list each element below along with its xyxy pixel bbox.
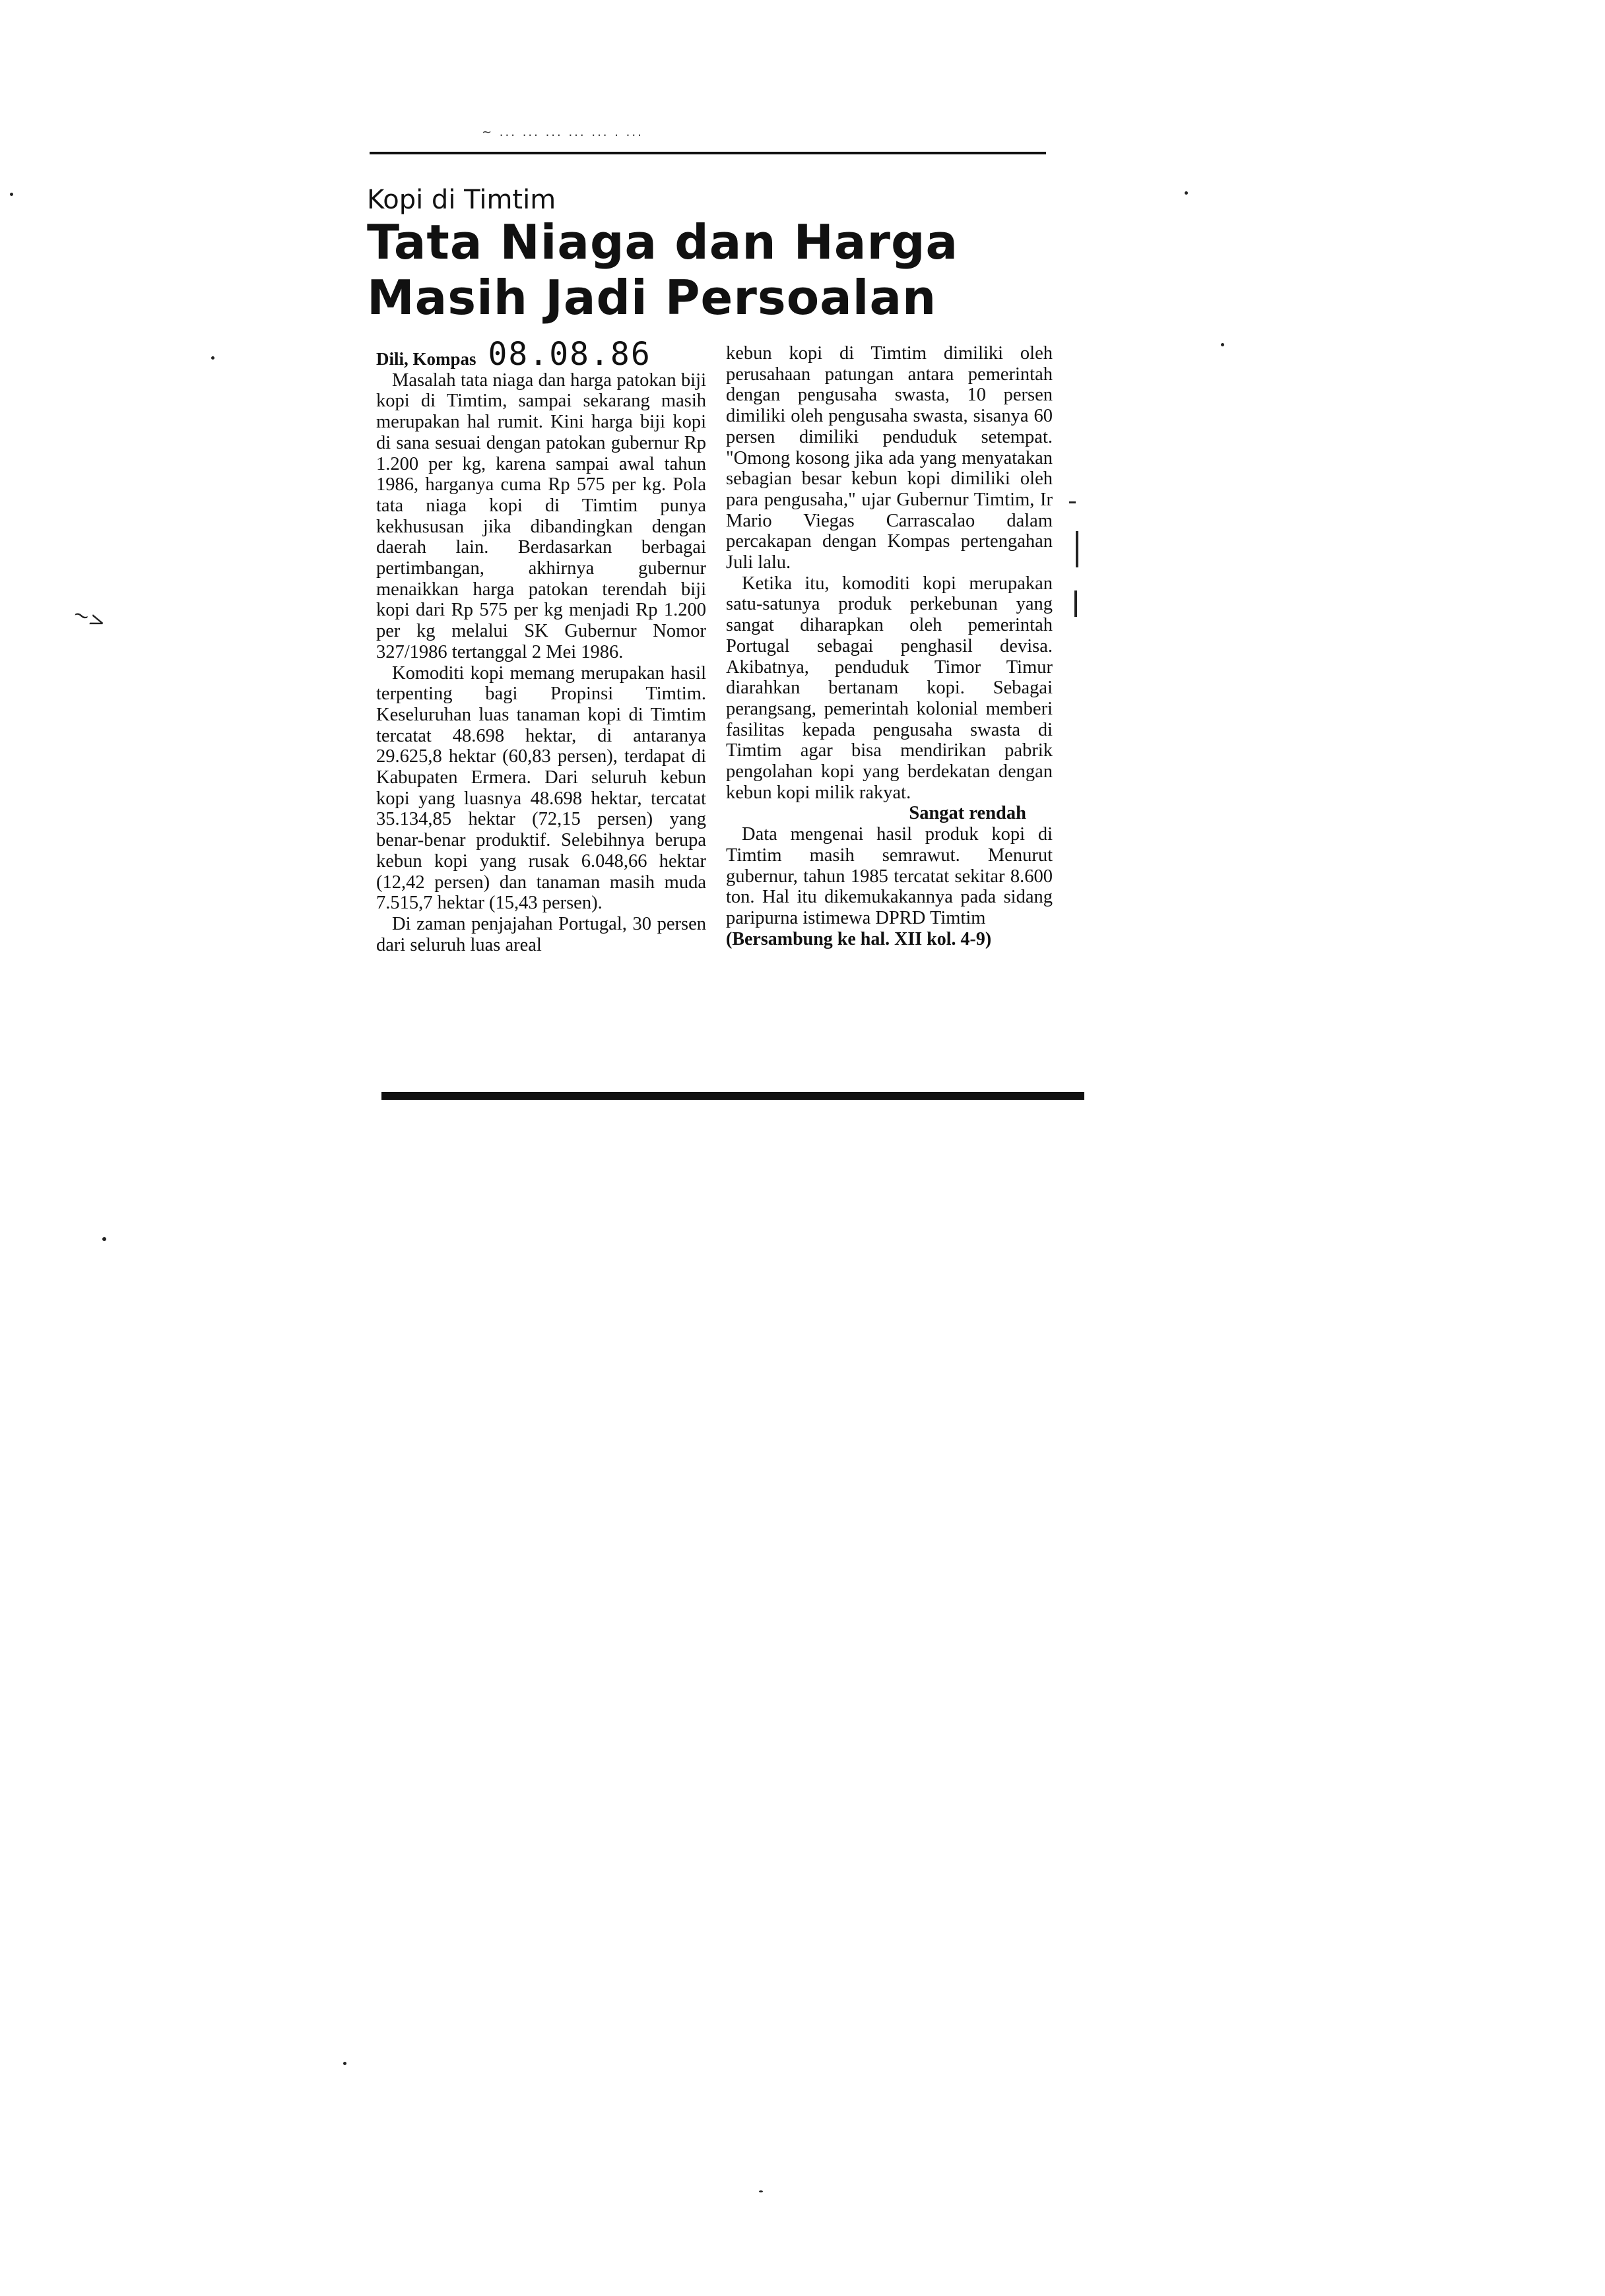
scan-speck: [10, 193, 13, 196]
margin-line: [1069, 501, 1076, 503]
scan-arrow-mark: ~>: [69, 602, 109, 635]
right-column: [726, 343, 1053, 949]
headline-line-1: Tata Niaga dan Harga: [367, 214, 959, 270]
scan-speck: [343, 2062, 346, 2065]
dateline-row: [376, 336, 706, 373]
masthead-strip: ~ ... ... ... ... ... . ...: [482, 125, 643, 139]
article-headline: [367, 214, 1066, 325]
paragraph: Masalah tata niaga dan harga patokan biji kopi di Timtim, sampai sekarang masih merupakan hal rumit. Kini harga biji kopi di sana sesuai dengan patokan gubernur Rp 1.200 per kg, karena sampai awal tahun 1986, harganya cuma Rp 575 per kg. Pola tata niaga kopi di Timtim punya kekhususan jika dibandingkan dengan daerah lain. Berdasarkan berbagai pertimbangan, akhirnya gubernur menaikkan harga patokan terendah biji kopi dari Rp 575 per kg menjadi Rp 1.200 per kg melalui SK Gubernur Nomor 327/1986 tertanggal 2 Mei 1986.: [376, 369, 706, 662]
scan-speck: [102, 1237, 106, 1241]
handwritten-date: 08.08.86: [488, 336, 651, 373]
dateline: Dili, Kompas: [376, 349, 476, 369]
scan-speck: [211, 356, 214, 360]
article-kicker: Kopi di Timtim: [367, 185, 556, 215]
paragraph: Ketika itu, komoditi kopi merupakan satu-satunya produk perkebunan yang sangat diharapkan oleh pemerintah Portugal sebagai penghasil devisa. Akibatnya, penduduk Timor Timur diarahkan bertanam kopi. Sebagai perangsang, pemerintah kolonial memberi fasilitas kepada pengusaha swasta di Timtim agar bisa mendirikan pabrik pengolahan kopi yang berdekatan dengan kebun kopi milik rakyat.: [726, 573, 1053, 803]
margin-line: [1076, 531, 1078, 567]
scan-speck: [1221, 343, 1224, 346]
scan-speck: [759, 2190, 763, 2192]
scan-speck: [1185, 191, 1188, 195]
subheading: Sangat rendah: [909, 803, 1026, 824]
top-rule: [370, 152, 1046, 154]
paragraph: Di zaman penjajahan Portugal, 30 persen dari seluruh luas areal: [376, 913, 706, 955]
margin-line: [1074, 590, 1077, 617]
paragraph: Komoditi kopi memang merupakan hasil terpenting bagi Propinsi Timtim. Keseluruhan luas tanaman kopi di Timtim tercatat 48.698 hektar, di antaranya 29.625,8 hektar (60,83 persen), terdapat di Kabupaten Ermera. Dari seluruh kebun kopi yang luasnya 48.698 hektar, tercatat 35.134,85 hektar (72,15 persen) yang benar-benar produktif. Selebihnya berupa kebun kopi yang rusak 6.048,66 hektar (12,42 persen) dan tanaman masih muda 7.515,7 hektar (15,43 persen).: [376, 662, 706, 914]
paragraph: kebun kopi di Timtim dimiliki oleh perusahaan patungan antara pemerintah dengan pengusaha swasta, 10 persen dimiliki oleh pengusaha swasta, sisanya 60 persen dimiliki penduduk setempat. "Omong kosong jika ada yang menyatakan sebagian besar kebun kopi dimiliki oleh para pengusaha," ujar Gubernur Timtim, Ir Mario Viegas Carrascalao dalam percakapan dengan Kompas pertengahan Juli lalu.: [726, 343, 1053, 573]
headline-line-2: Masih Jadi Persoalan: [367, 270, 937, 325]
left-column: [376, 336, 706, 955]
bottom-rule: [381, 1092, 1084, 1100]
continued-note: (Bersambung ke hal. XII kol. 4-9): [726, 928, 992, 949]
paragraph: Data mengenai hasil produk kopi di Timtim masih semrawut. Menurut gubernur, tahun 1985 tercatat sekitar 8.600 ton. Hal itu dikemukakannya pada sidang paripurna istimewa DPRD Timtim: [726, 824, 1053, 928]
